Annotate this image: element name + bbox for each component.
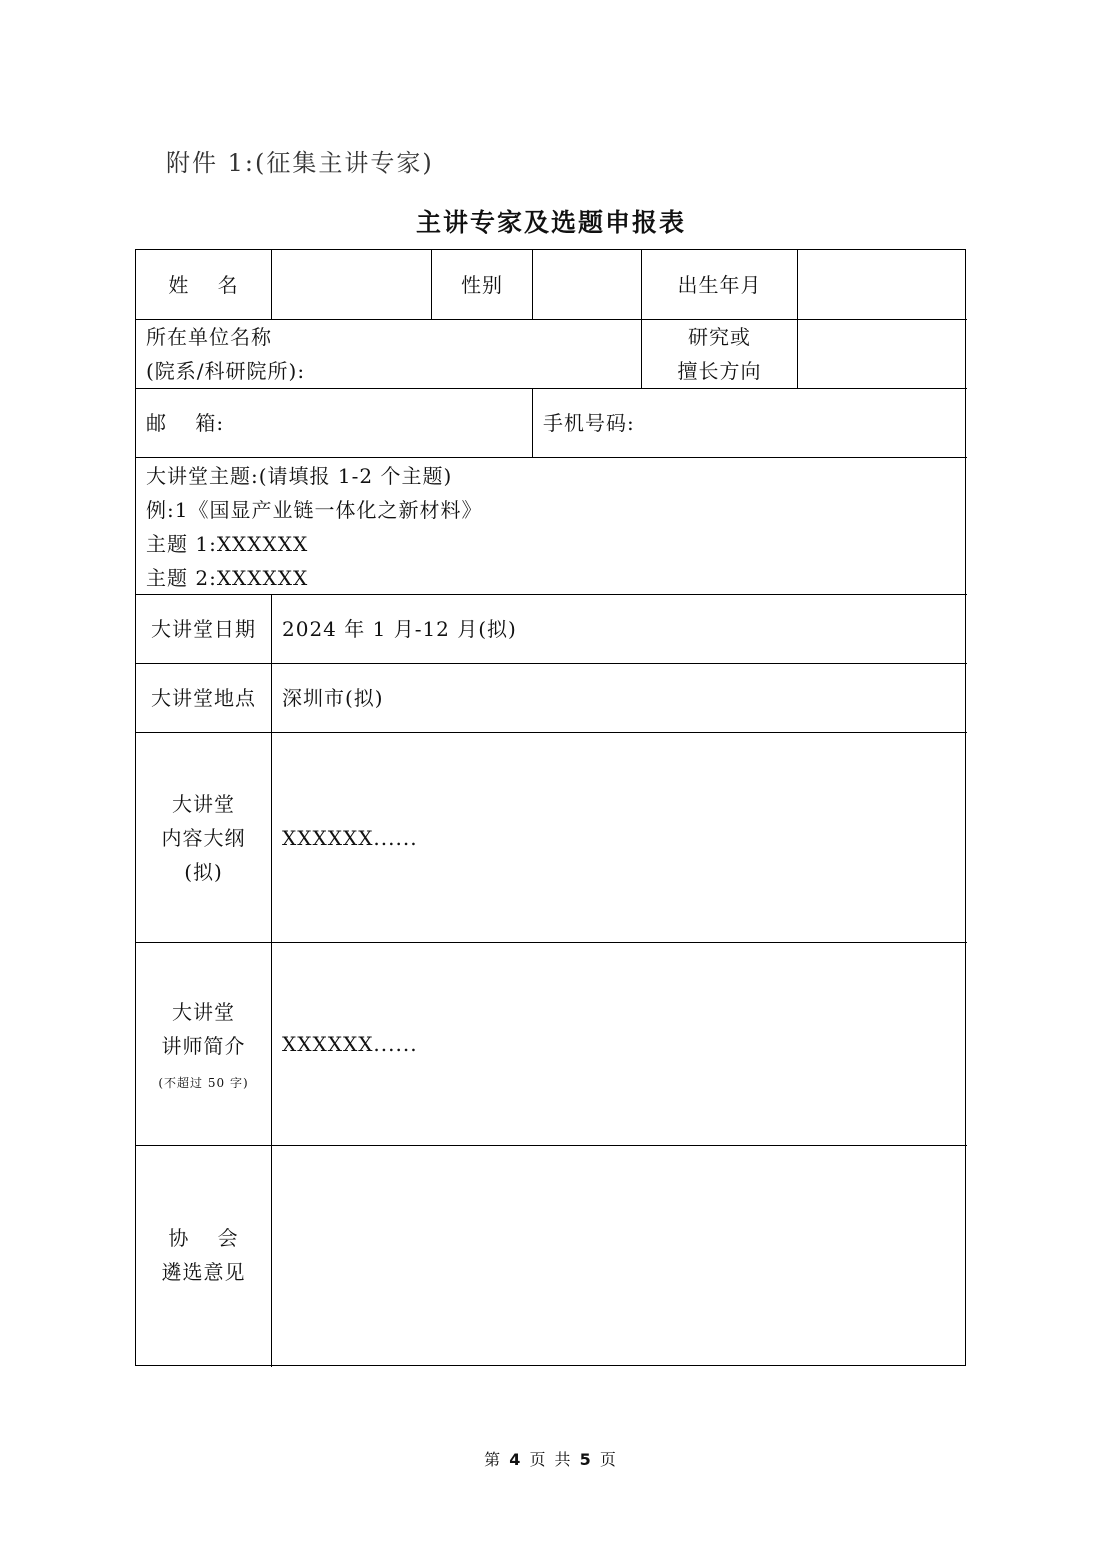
bio-label-note: (不超过 50 字)	[158, 1076, 249, 1090]
research-input-cell[interactable]	[798, 320, 964, 388]
gender-input-cell[interactable]	[533, 250, 641, 319]
birth-label-text: 出生年月	[677, 272, 762, 297]
bio-label-line1: 大讲堂	[172, 1000, 235, 1024]
location-value: 深圳市(拟)	[282, 686, 384, 710]
location-label-text: 大讲堂地点	[151, 686, 256, 710]
phone-label: 手机号码:	[543, 411, 635, 435]
location-label	[136, 664, 271, 732]
name-label	[136, 250, 271, 319]
opinion-label-line2: 遴选意见	[161, 1260, 246, 1284]
opinion-value-cell[interactable]	[272, 1146, 964, 1364]
topics-cell[interactable]	[136, 458, 964, 594]
date-value-cell[interactable]	[272, 595, 964, 663]
research-label	[642, 320, 797, 388]
outline-label-line3: (拟)	[184, 859, 223, 884]
phone-field[interactable]	[533, 389, 964, 457]
footer-prefix: 第	[484, 1450, 503, 1469]
opinion-label	[136, 1146, 271, 1364]
date-value: 2024 年 1 月-12 月(拟)	[282, 617, 517, 641]
outline-value-cell[interactable]	[272, 733, 964, 942]
outline-label-line1: 大讲堂	[172, 791, 235, 816]
research-label-line2: 擅长方向	[677, 359, 762, 383]
email-label: 邮 箱:	[146, 411, 225, 435]
outline-label	[136, 733, 271, 942]
topics-example: 例:1《国显产业链一体化之新材料》	[146, 498, 483, 522]
birth-label	[642, 250, 797, 319]
email-field[interactable]	[136, 389, 532, 457]
birth-input-cell[interactable]	[798, 250, 964, 319]
page-footer	[0, 1447, 1102, 1470]
location-value-cell[interactable]	[272, 664, 964, 732]
gender-label-text: 性别	[461, 272, 503, 297]
gender-label	[432, 250, 532, 319]
total-page-number: 5	[579, 1450, 593, 1469]
form-title: 主讲专家及选题申报表	[415, 208, 686, 237]
bio-label-line2: 讲师简介	[161, 1034, 246, 1058]
topics-heading: 大讲堂主题:(请填报 1-2 个主题)	[146, 464, 453, 488]
research-label-line1: 研究或	[688, 325, 751, 349]
opinion-label-line1: 协 会	[168, 1226, 239, 1250]
unit-label	[136, 320, 641, 388]
outline-value: XXXXXX......	[282, 825, 418, 850]
topic-1: 主题 1:XXXXXX	[146, 532, 309, 556]
unit-label-line1: 所在单位名称	[146, 325, 272, 349]
bio-value: XXXXXX......	[282, 1032, 418, 1056]
outline-label-line2: 内容大纲	[161, 825, 246, 850]
name-input-cell[interactable]	[272, 250, 431, 319]
name-label-text: 姓 名	[168, 272, 239, 297]
current-page-number: 4	[509, 1450, 523, 1469]
footer-suffix: 页	[599, 1450, 618, 1469]
footer-middle: 页 共	[529, 1450, 573, 1469]
unit-label-line2: (院系/科研院所):	[146, 359, 306, 383]
application-form-table	[135, 249, 966, 1366]
attachment-label: 附件 1:(征集主讲专家)	[166, 149, 434, 177]
date-label-text: 大讲堂日期	[151, 617, 256, 641]
topic-2: 主题 2:XXXXXX	[146, 566, 309, 590]
bio-value-cell[interactable]	[272, 943, 964, 1145]
bio-label	[136, 943, 271, 1145]
date-label	[136, 595, 271, 663]
